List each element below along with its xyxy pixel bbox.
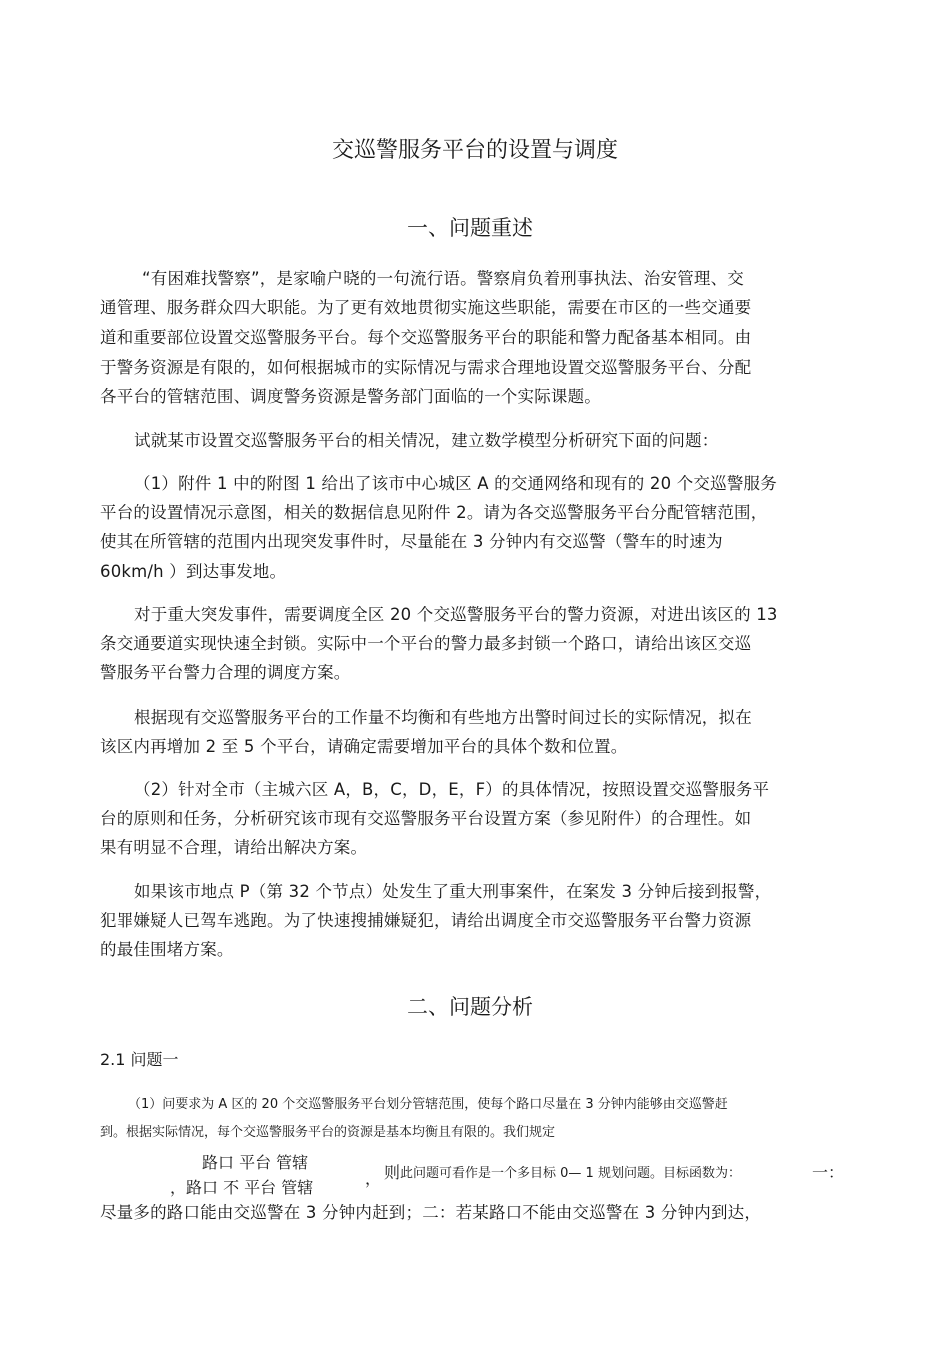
formula-line-2: ，路口 不 平台 管辖 (170, 1178, 314, 1197)
para7-line: 犯罪嫌疑人已驾车逃跑。为了快速搜捕嫌疑犯，请给出调度全市交巡警服务平台警力资源 (100, 911, 752, 930)
para3-line: （1）附件 1 中的附图 1 给出了该市中心城区 A 的交通网络和现有的 20 个交巡警服务 (134, 474, 777, 493)
para6-line: 台的原则和任务，分析研究该市现有交巡警服务平台设置方案（参见附件）的合理性。如 (100, 809, 752, 828)
para3-line: 60km/h ）到达事发地。 (100, 562, 287, 581)
section-heading-2: 二、问题分析 (407, 995, 533, 1019)
para2-line: 试就某市设置交巡警服务平台的相关情况，建立数学模型分析研究下面的问题： (134, 431, 719, 450)
para4-line: 对于重大突发事件，需要调度全区 20 个交巡警服务平台的警力资源，对进出该区的 13 (134, 605, 778, 624)
para5-line: 根据现有交巡警服务平台的工作量不均衡和有些地方出警时间过长的实际情况，拟在 (134, 708, 752, 727)
para6-line: 果有明显不合理，请给出解决方案。 (100, 838, 368, 857)
document-title: 交巡警服务平台的设置与调度 (331, 138, 618, 163)
para5-line: 该区内再增加 2 至 5 个平台，请确定需要增加平台的具体个数和位置。 (100, 737, 628, 756)
para4-line: 条交通要道实现快速全封锁。实际中一个平台的警力最多封锁一个路口，请给出该区交巡 (100, 634, 752, 653)
small-text-line: （1）问要求为 A 区的 20 个交巡警服务平台划分管辖范围，使每个路口尽量在 3 分钟内能够由交巡警赶 (128, 1097, 728, 1112)
subsection-heading: 2.1 问题一 (100, 1050, 179, 1069)
formula-comma: ， (365, 1169, 382, 1188)
section-heading-1: 一、问题重述 (407, 216, 533, 240)
para7-line: 如果该市地点 P（第 32 个节点）处发生了重大刑事案件，在案发 3 分钟后接到报警， (134, 882, 772, 901)
para1-line: 道和重要部位设置交巡警服务平台。每个交巡警服务平台的职能和警力配备基本相同。由 (100, 328, 752, 347)
para1-line: 于警务资源是有限的，如何根据城市的实际情况与需求合理地设置交巡警服务平台、分配 (100, 358, 752, 377)
para1-line: “有困难找警察”，是家喻户晓的一句流行语。警察肩负着刑事执法、治安管理、交 (142, 269, 744, 288)
para1-line: 通管理、服务群众四大职能。为了更有效地贯彻实施这些职能，需要在市区的一些交通要 (100, 298, 752, 317)
formula-then: 则 (384, 1163, 401, 1182)
formula-description: 此问题可看作是一个多目标 0— 1 规划问题。目标函数为： (400, 1166, 741, 1181)
final-line: 尽量多的路口能由交巡警在 3 分钟内赶到；二：若某路口不能由交巡警在 3 分钟内到达， (100, 1203, 762, 1222)
para4-line: 警服务平台警力合理的调度方案。 (100, 663, 351, 682)
para1-line: 各平台的管辖范围、调度警务资源是警务部门面临的一个实际课题。 (100, 387, 601, 406)
formula-line-1: 路口 平台 管辖 (202, 1153, 309, 1172)
para3-line: 使其在所管辖的范围内出现突发事件时，尽量能在 3 分钟内有交巡警（警车的时速为 (100, 532, 723, 551)
formula-first: 一： (812, 1163, 845, 1182)
para3-line: 平台的设置情况示意图，相关的数据信息见附件 2。请为各交巡警服务平台分配管辖范围， (100, 503, 768, 522)
para6-line: （2）针对全市（主城六区 A，B，C，D，E，F）的具体情况，按照设置交巡警服务平 (134, 780, 770, 799)
para7-line: 的最佳围堵方案。 (100, 940, 234, 959)
small-text-line: 到。根据实际情况，每个交巡警服务平台的资源是基本均衡且有限的。我们规定 (100, 1125, 556, 1140)
